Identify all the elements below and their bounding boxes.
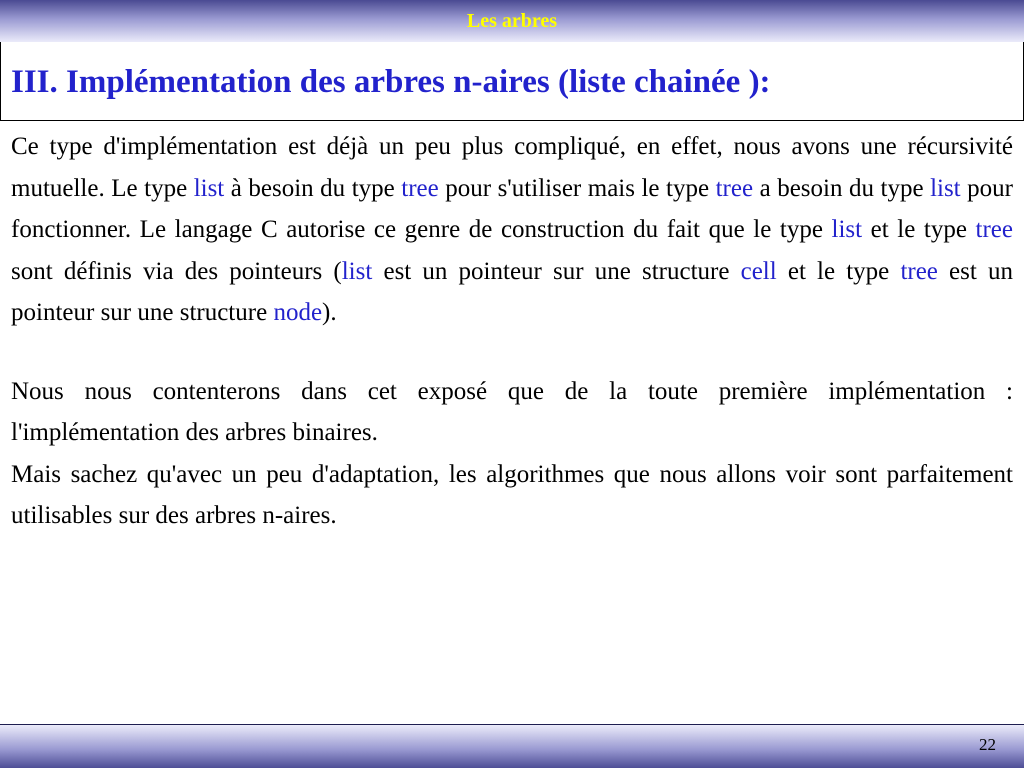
title-box: [0, 42, 1024, 121]
keyword-list: list: [930, 174, 961, 202]
keyword-tree: tree: [715, 174, 754, 202]
text-segment: à besoin du type: [224, 174, 402, 202]
paragraph-implementation: [11, 126, 1013, 334]
keyword-tree: tree: [975, 216, 1013, 243]
text-segment: Ce type d'implémentation est déjà un peu plus compliqué, en effet, nous avons une récursivité mutuelle. Le type: [11, 133, 1013, 202]
text-segment: a besoin du type: [753, 174, 931, 202]
paragraph-adaptation: Mais sachez qu'avec un peu d'adaptation, les algorithmes que nous allons voir sont parfaitement utilisables sur des arbres n-aires.: [11, 460, 1013, 529]
banner-title: Les arbres: [466, 10, 558, 32]
keyword-list: list: [341, 257, 373, 285]
slide-content: [11, 126, 1013, 537]
text-segment: ).: [322, 299, 337, 326]
keyword-node: node: [273, 299, 323, 326]
keyword-tree: tree: [900, 257, 938, 285]
text-segment: et le type: [776, 257, 901, 285]
page-number: 22: [979, 735, 996, 754]
keyword-list: list: [831, 216, 863, 243]
keyword-tree: tree: [401, 174, 439, 202]
slide-title: III. Implémentation des arbres n-aires (liste chainée ):: [11, 64, 771, 100]
header-banner: [0, 0, 1024, 43]
text-segment: est un pointeur sur une structure: [372, 257, 741, 285]
text-segment: est un pointeur sur une structure: [11, 257, 1013, 326]
text-segment: sont définis via des pointeurs (: [11, 257, 342, 285]
keyword-list: list: [193, 174, 225, 202]
footer-banner: [0, 724, 1024, 768]
paragraph-binary-trees: Nous nous contenterons dans cet exposé que de la toute première implémentation : l'implémentation des arbres binaires.: [11, 377, 1013, 446]
keyword-cell: cell: [740, 257, 777, 285]
text-segment: et le type: [862, 216, 976, 243]
text-segment: pour fonctionner. Le langage C autorise ce genre de construction du fait que le type: [11, 174, 1013, 243]
text-segment: pour s'utiliser mais le type: [438, 174, 716, 202]
